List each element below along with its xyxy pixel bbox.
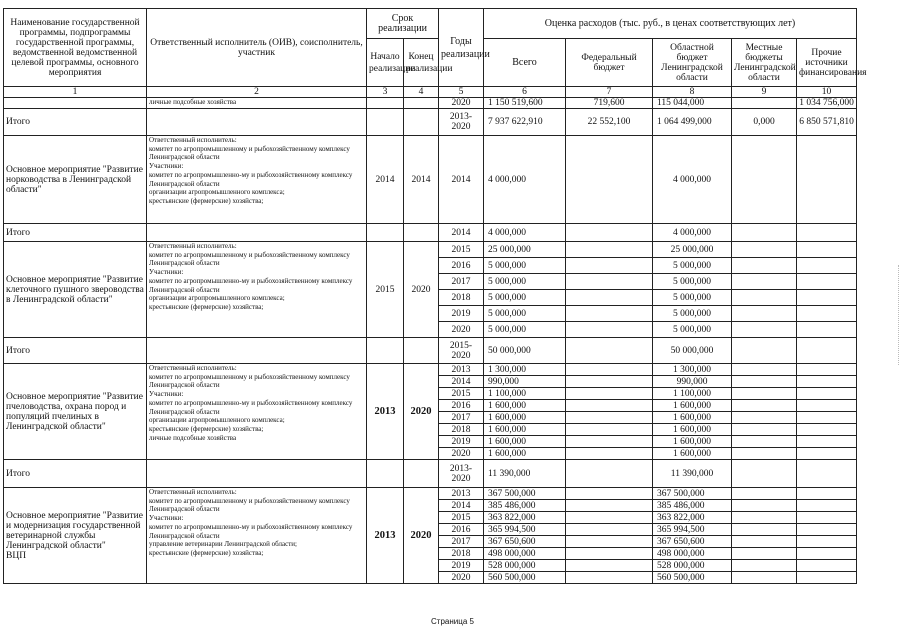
header-total: Всего <box>484 39 566 87</box>
table-row: 2015 1 100,000 1 100,000 <box>4 388 857 400</box>
measure-3-name: Основное мероприятие "Развитие пчеловодства, охрана пород и популяций пчелиных в Ленинградской области" <box>4 364 147 460</box>
table-row: 2016 1 600,000 1 600,000 <box>4 400 857 412</box>
measure-4-name: Основное мероприятие "Развитие и модернизация государственной ветеринарной службы Ленинградской области" ВЦП <box>4 488 147 584</box>
table-row: 2018 1 600,000 1 600,000 <box>4 424 857 436</box>
header-federal: Федеральный бюджет <box>566 39 653 87</box>
table-row: 2014 990,000 990,000 <box>4 376 857 388</box>
header-local: Местные бюджеты Ленинградской области <box>732 39 797 87</box>
measure-1-performers: Ответственный исполнитель: комитет по агропромышленному и рыбохозяйственному комплексу Ленинградской области Участники: комитет по агропромышленно-му и рыбохозяйственному комплексу Ленинградской области организации агропромышленного комплекса; крестьянские (фермерские) хозяйства; <box>147 136 367 224</box>
scan-edge-marks <box>898 265 903 365</box>
table-row: 2017 1 600,000 1 600,000 <box>4 412 857 424</box>
table-row: 2018 5 000,000 5 000,000 <box>4 290 857 306</box>
table-row-measure-1: Основное мероприятие "Развитие норководства в Ленинградской области" Ответственный исполнитель: комитет по агропромышленному и рыбохозяйственному комплексу Ленинградской области Участники: комитет по агропромышленно-му и рыбохозяйственному комплексу Ленинградской области организации агропромышленного комплекса; крестьянские (фермерские) хозяйства; 2014 2014 2014 4 000,000 4 000,000 <box>4 136 857 224</box>
table-row: 2020 1 600,000 1 600,000 <box>4 448 857 460</box>
header-program: Наименование государственной программы, подпрограммы государственной программы, ведомственной ведомственной целевой программы, основного мероприятия <box>4 9 147 87</box>
measure-4-performers: Ответственный исполнитель: комитет по агропромышленному и рыбохозяйственному комплексу Ленинградской области Участники: комитет по агропромышленно-му и рыбохозяйственному комплексу Ленинградской области управление ветеринарии Ленинградской области; крестьянские (фермерские) хозяйства; <box>147 488 367 584</box>
budget-table <box>3 8 867 584</box>
header-period: Срок реализации <box>367 9 439 39</box>
table-row: Основное мероприятие "Развитие пчеловодства, охрана пород и популяций пчелиных в Ленинградской области" Ответственный исполнитель: комитет по агропромышленному и рыбохозяйственному комплексу Ленинградской области Участники: комитет по агропромышленно-му и рыбохозяйственному комплексу Ленинградской области организации агропромышленного комплекса; крестьянские (фермерские) хозяйства; личные подсобные хозяйства 2013 2020 2013 1 300,000 1 300,000 <box>4 364 857 376</box>
table-row: личные подсобные хозяйства 2020 1 150 519,600 719,600 115 044,000 1 034 756,000 <box>4 98 857 109</box>
header-start: Начало реализации <box>367 39 404 87</box>
measure-1-name: Основное мероприятие "Развитие норководства в Ленинградской области" <box>4 136 147 224</box>
table-row: 2020 560 500,000 560 500,000 <box>4 572 857 584</box>
header-end: Конец реализации <box>404 39 439 87</box>
page-number: Страница 5 <box>431 617 474 626</box>
table-row: 2015 363 822,000 363 822,000 <box>4 512 857 524</box>
table-row: 2016 365 994,500 365 994,500 <box>4 524 857 536</box>
table-row: 2017 5 000,000 5 000,000 <box>4 274 857 290</box>
table-row: 2014 385 486,000 385 486,000 <box>4 500 857 512</box>
table-row: 2017 367 650,600 367 650,600 <box>4 536 857 548</box>
table-row-itogo: Итого 2015-2020 50 000,000 50 000,000 <box>4 338 857 364</box>
measure-2-name: Основное мероприятие "Развитие клеточного пушного звероводства в Ленинградской области" <box>4 242 147 338</box>
table-row-itogo: Итого 2013-2020 7 937 622,910 22 552,100 1 064 499,000 0,000 6 850 571,810 <box>4 109 857 136</box>
table-row: 2018 498 000,000 498 000,000 <box>4 548 857 560</box>
table-row: 2020 5 000,000 5 000,000 <box>4 322 857 338</box>
table-row: 2016 5 000,000 5 000,000 <box>4 258 857 274</box>
table-row-itogo: Итого 2013-2020 11 390,000 11 390,000 <box>4 460 857 488</box>
measure-3-performers: Ответственный исполнитель: комитет по агропромышленному и рыбохозяйственному комплексу Ленинградской области Участники: комитет по агропромышленно-му и рыбохозяйственному комплексу Ленинградской области организации агропромышленного комплекса; крестьянские (фермерские) хозяйства; личные подсобные хозяйства <box>147 364 367 460</box>
header-costs: Оценка расходов (тыс. руб., в ценах соответствующих лет) <box>484 9 857 39</box>
table-row: Основное мероприятие "Развитие и модернизация государственной ветеринарной службы Ленинградской области" ВЦП Ответственный исполнитель: комитет по агропромышленному и рыбохозяйственному комплексу Ленинградской области Участники: комитет по агропромышленно-му и рыбохозяйственному комплексу Ленинградской области управление ветеринарии Ленинградской области; крестьянские (фермерские) хозяйства; 2013 2020 2013 367 500,000 367 500,000 <box>4 488 857 500</box>
column-numbers-row: 1 2 3 4 5 6 7 8 9 10 <box>4 87 857 98</box>
table-row: 2019 528 000,000 528 000,000 <box>4 560 857 572</box>
header-regional: Областной бюджет Ленинградской области <box>653 39 732 87</box>
table-row-itogo: Итого 2014 4 000,000 4 000,000 <box>4 224 857 242</box>
table-row: 2019 5 000,000 5 000,000 <box>4 306 857 322</box>
header-performer: Ответственный исполнитель (ОИВ), соисполнитель, участник <box>147 9 367 87</box>
table-row: 2019 1 600,000 1 600,000 <box>4 436 857 448</box>
header-other: Прочие источники финансирования <box>797 39 857 87</box>
table-row: Основное мероприятие "Развитие клеточного пушного звероводства в Ленинградской области" Ответственный исполнитель: комитет по агропромышленному и рыбохозяйственному комплексу Ленинградской области Участники: комитет по агропромышленно-му и рыбохозяйственному комплексу Ленинградской области организации агропромышленного комплекса; крестьянские (фермерские) хозяйства; 2015 2020 2015 25 000,000 25 000,000 <box>4 242 857 258</box>
measure-2-performers: Ответственный исполнитель: комитет по агропромышленному и рыбохозяйственному комплексу Ленинградской области Участники: комитет по агропромышленно-му и рыбохозяйственному комплексу Ленинградской области организации агропромышленного комплекса; крестьянские (фермерские) хозяйства; <box>147 242 367 338</box>
header-years: Годы реализации <box>439 9 484 87</box>
